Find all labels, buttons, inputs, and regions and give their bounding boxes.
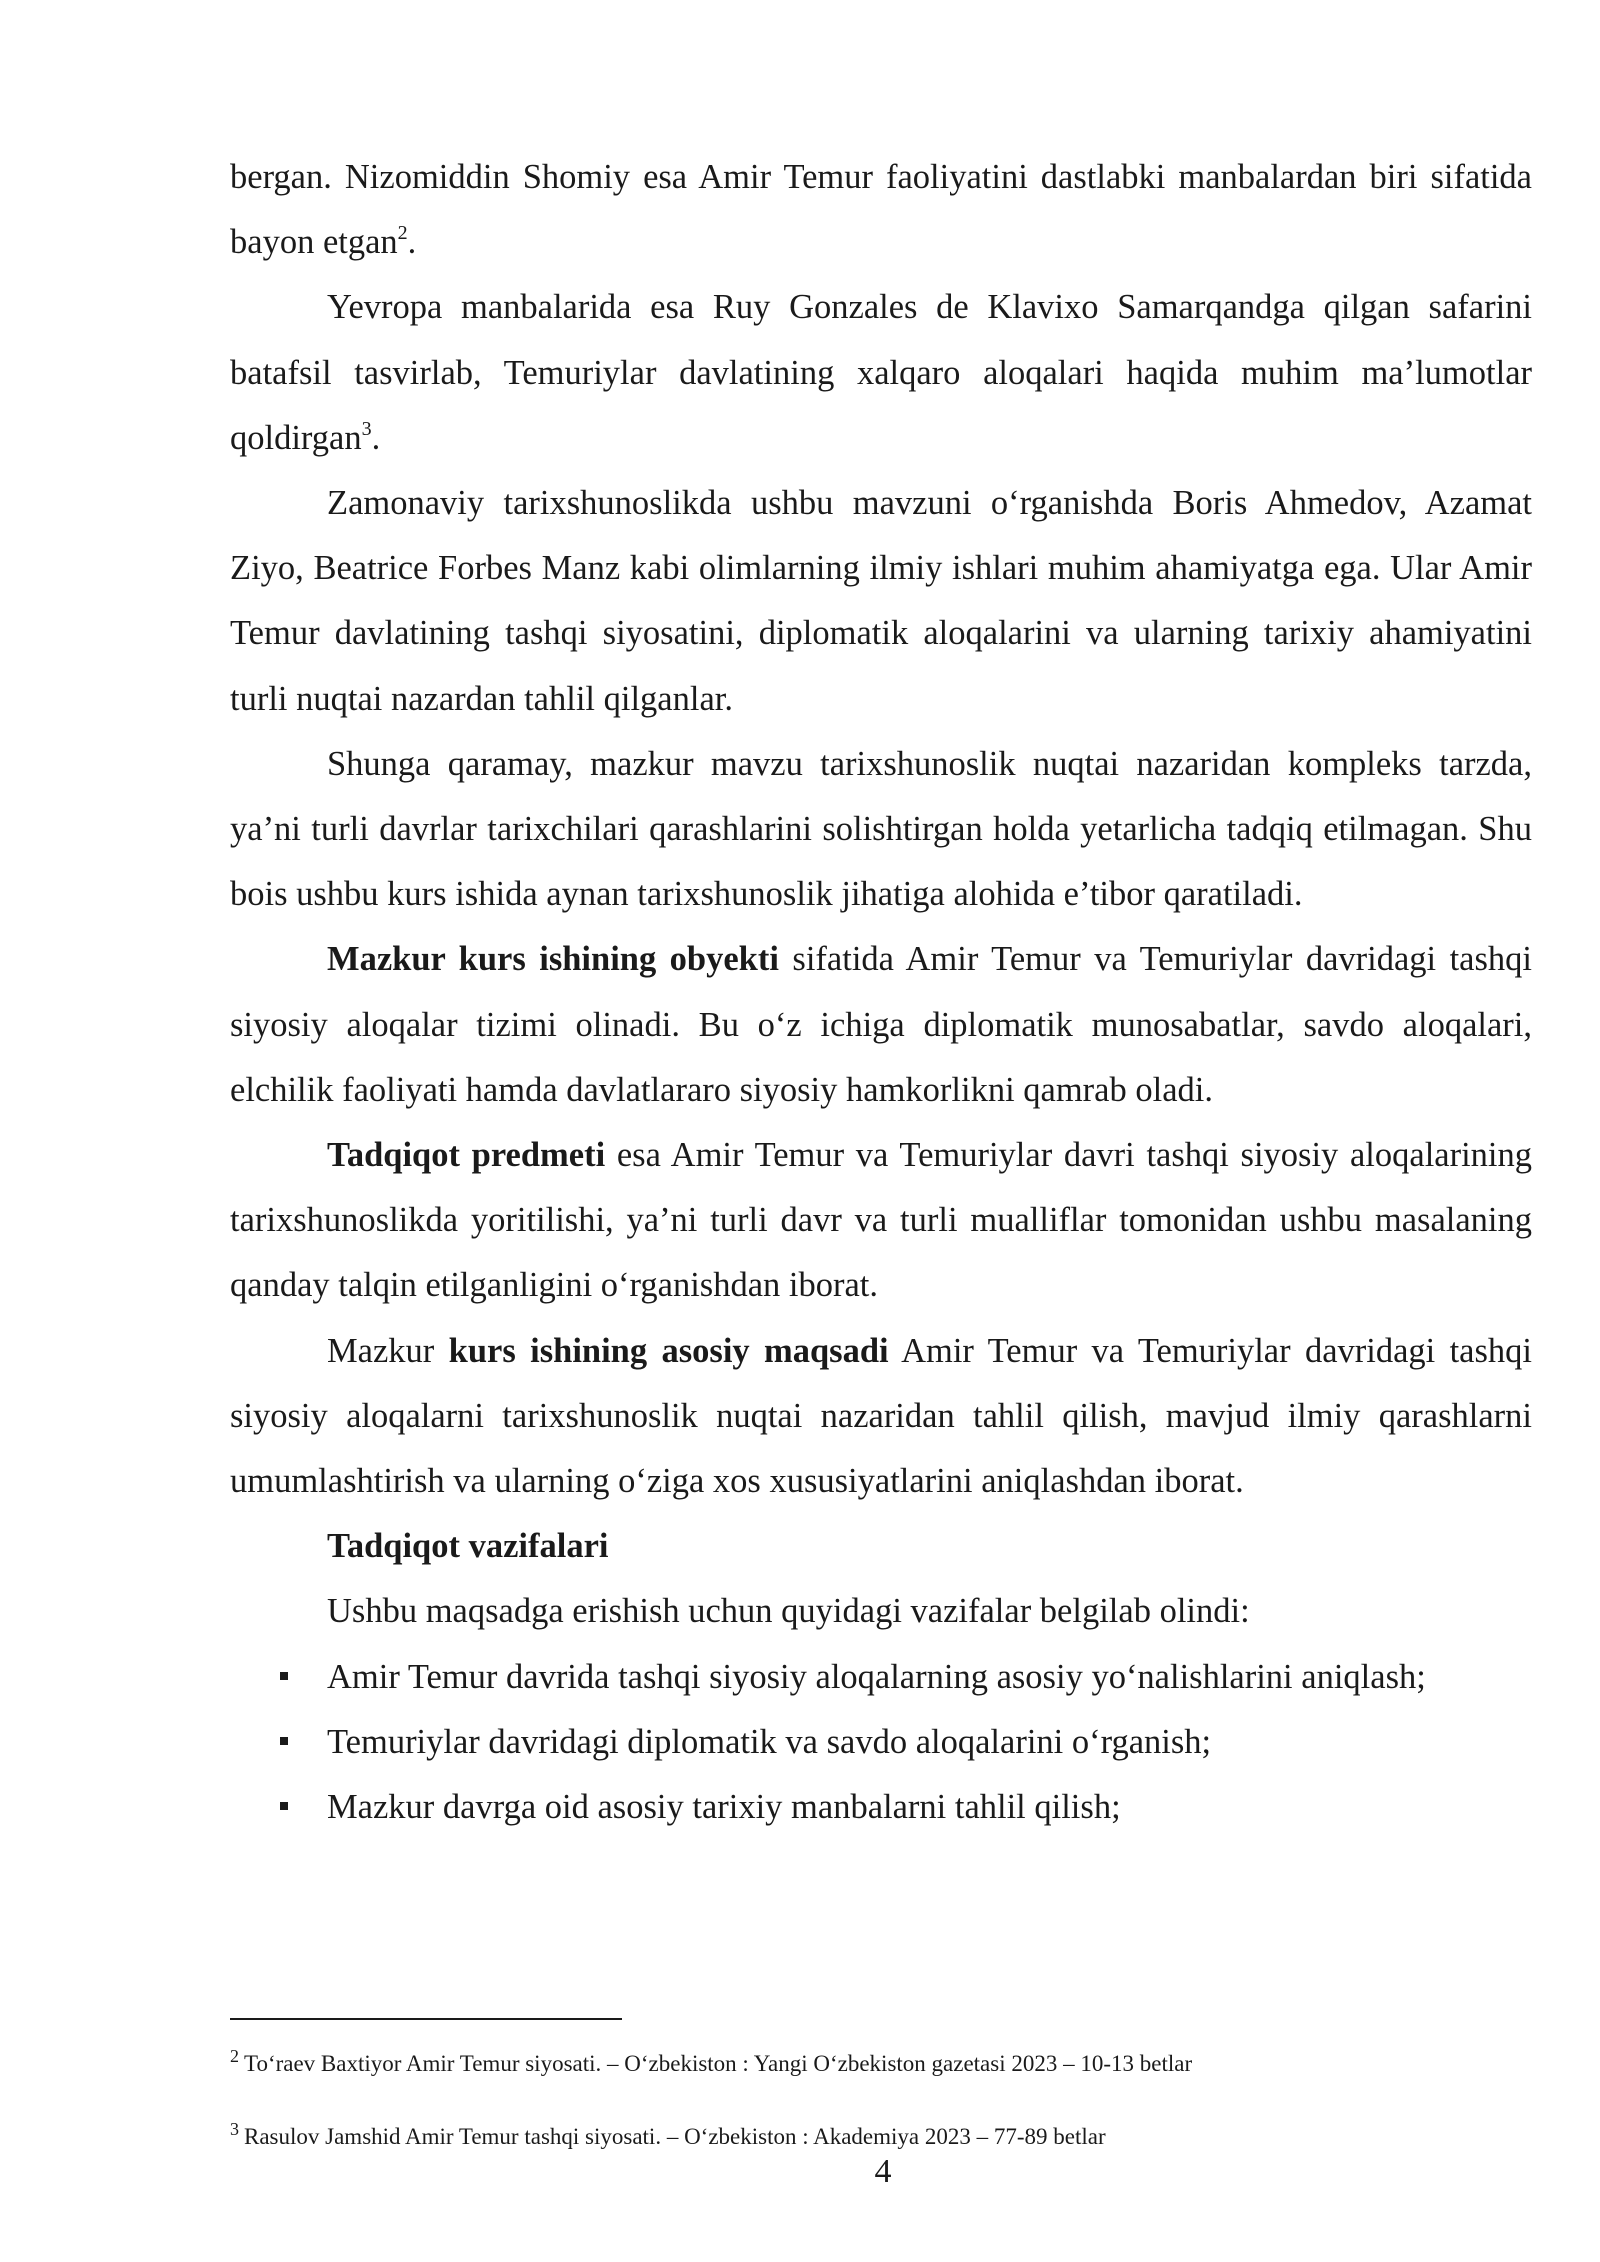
paragraph-goal [230,1319,1532,1515]
goal-term: kurs ishining asosiy maqsadi [448,1331,889,1370]
list-item [230,1645,1532,1710]
footnote-number: 3 [230,2119,239,2139]
footnote-text: To‘raev Baxtiyor Amir Temur siyosati. – O‘zbekiston : Yangi O‘zbekiston gazetasi 2023 – 10-13 betlar [244,2051,1193,2076]
object-text: sifatida Amir Temur va Temuriylar davridagi tashqi siyosiy aloqalar tizimi olinadi. Bu o‘z ichiga diplomatik munosabatlar, savdo aloqalari, elchilik faoliyati hamda davlatlararo siyosiy hamkorlikni qamrab oladi. [230,940,1532,1109]
list-item-text: Mazkur davrga oid asosiy tarixiy manbalarni tahlil qilish; [327,1788,1121,1827]
paragraph-1-text: bergan. Nizomiddin Shomiy esa Amir Temur faoliyatini dastlabki manbalardan biri sifatida bayon etgan [230,158,1532,262]
list-item-text: Amir Temur davrida tashqi siyosiy aloqalarning asosiy yo‘nalishlarini aniqlash; [327,1657,1426,1696]
paragraph-1-end: . [407,223,417,262]
paragraph-3: Zamonaviy tarixshunoslikda ushbu mavzuni o‘rganishda Boris Ahmedov, Azamat Ziyo, Beatrice Forbes Manz kabi olimlarning ilmiy ishlari muhim ahamiyatga ega. Ular Amir Temur davlatining tashqi siyosatini, diplomatik aloqalarini va ularning tarixiy ahamiyatini turli nuqtai nazardan tahlil qilganlar. [230,484,1532,718]
body-text [230,145,1532,1840]
footnote-2 [230,2040,1532,2080]
goal-lead: Mazkur [327,1331,449,1370]
tasks-heading: Tadqiqot vazifalari [327,1527,609,1566]
tasks-list [230,1645,1532,1841]
subject-text: esa Amir Temur va Temuriylar davri tashqi siyosiy aloqalarining tarixshunoslikda yoritilishi, ya’ni turli davr va turli mualliflar tomonidan ushbu masalaning qanday talqin etilganligini o‘rganishdan iborat. [230,1136,1533,1305]
tasks-intro: Ushbu maqsadga erishish uchun quyidagi vazifalar belgilab olindi: [327,1592,1250,1631]
list-item-text: Temuriylar davridagi diplomatik va savdo aloqalarini o‘rganish; [327,1722,1212,1761]
subject-term: Tadqiqot predmeti [327,1136,606,1175]
footnote-ref-2: 2 [397,222,408,245]
footnote-separator [230,2018,622,2020]
bullet-icon [280,1672,288,1680]
paragraph-4: Shunga qaramay, mazkur mavzu tarixshunoslik nuqtai nazaridan kompleks tarzda, ya’ni turli davrlar tarixchilari qarashlarini solishtirgan holda yetarlicha tadqiq etilmagan. Shu bois ushbu kurs ishida aynan tarixshunoslik jihatiga alohida e’tibor qaratiladi. [230,744,1532,914]
paragraph-1 [230,145,1532,275]
object-term: Mazkur kurs ishining obyekti [327,940,779,979]
page-number: 4 [874,2153,892,2190]
paragraph-2-end: . [371,418,381,457]
paragraph-2 [230,275,1532,471]
bullet-icon [280,1737,288,1745]
footnote-text: Rasulov Jamshid Amir Temur tashqi siyosati. – O‘zbekiston : Akademiya 2023 – 77-89 betlar [244,2124,1106,2149]
paragraph-subject [230,1123,1532,1319]
paragraph-2-text: Yevropa manbalarida esa Ruy Gonzales de Klavixo Samarqandga qilgan safarini batafsil tasvirlab, Temuriylar davlatining xalqaro aloqalari haqida muhim ma’lumotlar qoldirgan [230,288,1532,457]
list-item [230,1710,1532,1775]
list-item [230,1775,1532,1840]
bullet-icon [280,1802,288,1810]
goal-text: Amir Temur va Temuriylar davridagi tashqi siyosiy aloqalarni tarixshunoslik nuqtai nazaridan tahlil qilish, mavjud ilmiy qarashlarni umumlashtirish va ularning o‘ziga xos xususiyatlarini aniqlashdan iborat. [230,1331,1533,1501]
footnote-ref-3: 3 [361,417,372,440]
footnote-number: 2 [230,2046,239,2066]
footnote-3 [230,2113,1532,2153]
paragraph-object [230,927,1532,1123]
